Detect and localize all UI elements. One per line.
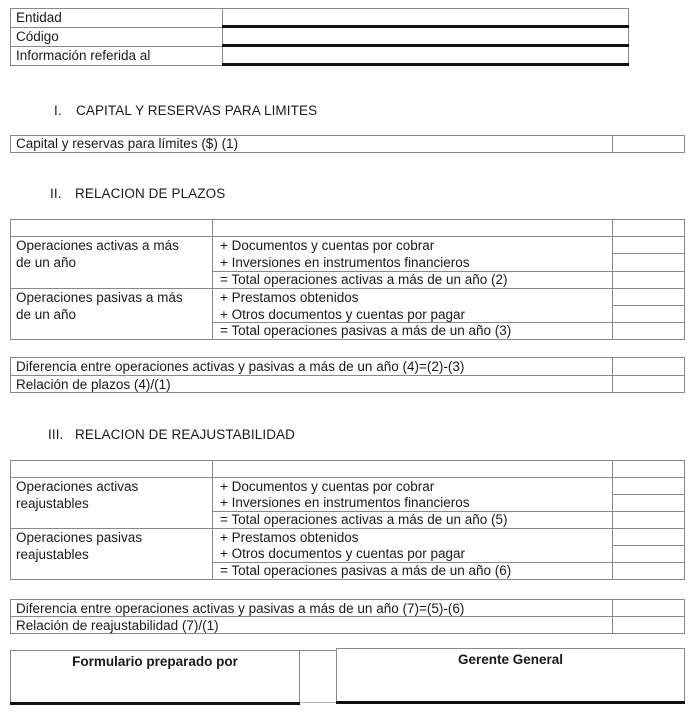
activas-plazo-total-value[interactable]: [614, 272, 683, 287]
pasivas-plazo-otros-value[interactable]: [614, 306, 683, 321]
activas-reaj-total-value[interactable]: [614, 512, 683, 527]
informacion-referida-field[interactable]: [224, 47, 627, 63]
label-line: Operaciones pasivas a más: [16, 290, 183, 305]
activas-reaj-label: [10, 478, 138, 512]
preparado-signature-line: [10, 702, 300, 705]
preparado-por-label: Formulario preparado por: [72, 654, 238, 669]
pasivas-plazo-prestamos-value[interactable]: [614, 289, 683, 304]
entidad-field[interactable]: [224, 9, 627, 25]
activas-reaj-documentos-value[interactable]: [614, 478, 683, 493]
pasivas-plazo-item-otros: + Otros documentos y cuentas por pagar: [220, 307, 466, 322]
capital-reservas-label: Capital y reservas para límites ($) (1): [16, 136, 239, 151]
activas-plazo-item-inversiones: + Inversiones en instrumentos financieros: [220, 255, 470, 270]
pasivas-plazo-item-prestamos: + Prestamos obtenidos: [220, 290, 359, 305]
pasivas-reaj-otros-value[interactable]: [614, 546, 683, 561]
label-line: Operaciones activas a más: [16, 238, 179, 253]
activas-plazo-total: = Total operaciones activas a más de un año (2): [220, 272, 508, 287]
capital-reservas-value[interactable]: [614, 136, 683, 152]
relacion-plazos-value[interactable]: [614, 376, 683, 392]
activas-reaj-inversiones-value[interactable]: [614, 495, 683, 510]
activas-plazo-inversiones-value[interactable]: [614, 254, 683, 270]
gerente-signature-line: [336, 701, 685, 704]
pasivas-reaj-item-otros: + Otros documentos y cuentas por pagar: [220, 546, 466, 561]
section-2-title: RELACION DE PLAZOS: [75, 186, 226, 201]
activas-plazo-label: [10, 237, 179, 271]
pasivas-reaj-total: = Total operaciones pasivas a más de un año (6): [220, 563, 512, 578]
diferencia-reaj-value[interactable]: [614, 600, 683, 615]
signature-box-preparado[interactable]: [10, 650, 300, 703]
activas-reaj-item-inversiones: + Inversiones en instrumentos financieros: [220, 495, 470, 510]
pasivas-reaj-prestamos-value[interactable]: [614, 529, 683, 544]
gerente-general-label: Gerente General: [457, 652, 564, 667]
relacion-plazos-label: Relación de plazos (4)/(1): [16, 377, 171, 392]
diferencia-plazos-label: Diferencia entre operaciones activas y pasivas a más de un año (4)=(2)-(3): [16, 359, 465, 374]
activas-reaj-item-documentos: + Documentos y cuentas por cobrar: [220, 479, 435, 494]
pasivas-reaj-label: [10, 529, 142, 563]
label-line: reajustables: [16, 496, 89, 511]
pasivas-reaj-item-prestamos: + Prestamos obtenidos: [220, 530, 359, 545]
pasivas-plazo-total: = Total operaciones pasivas a más de un año (3): [220, 323, 512, 338]
diferencia-reaj-label: Diferencia entre operaciones activas y pasivas a más de un año (7)=(5)-(6): [16, 601, 465, 616]
label-line: reajustables: [16, 547, 89, 562]
informacion-underline: [222, 63, 629, 66]
signature-box-gerente[interactable]: [336, 648, 685, 702]
section-3-title: RELACION DE REAJUSTABILIDAD: [75, 427, 295, 442]
codigo-field[interactable]: [224, 28, 627, 44]
label-line: Operaciones activas: [16, 479, 139, 494]
relacion-reaj-value[interactable]: [614, 617, 683, 633]
header-divider: [222, 8, 223, 66]
section-1-heading: [54, 103, 317, 118]
activas-plazo-item-documentos: + Documentos y cuentas por cobrar: [220, 238, 435, 253]
label-line: Operaciones pasivas: [16, 530, 143, 545]
section-1-number: I.: [54, 103, 62, 118]
section-3-number: III.: [48, 427, 64, 442]
pasivas-plazo-total-value[interactable]: [614, 323, 683, 339]
pasivas-reaj-total-value[interactable]: [614, 563, 683, 579]
value-column-divider: [612, 135, 613, 153]
section-1-title: CAPITAL Y RESERVAS PARA LIMITES: [76, 103, 318, 118]
activas-reaj-total: = Total operaciones activas a más de un año (5): [220, 512, 508, 527]
entidad-label: Entidad: [16, 10, 62, 25]
label-line: de un año: [16, 307, 77, 322]
pasivas-plazo-label: [10, 289, 183, 323]
informacion-referida-label: Información referida al: [16, 48, 151, 63]
relacion-reaj-label: Relación de reajustabilidad (7)/(1): [16, 618, 219, 633]
codigo-label: Código: [16, 29, 59, 44]
label-line: de un año: [16, 255, 77, 270]
section-2-heading: [50, 186, 225, 201]
signature-gap: [300, 650, 336, 703]
diferencia-plazos-value[interactable]: [614, 358, 683, 374]
section-3-heading: [48, 427, 295, 442]
activas-plazo-documentos-value[interactable]: [614, 237, 683, 253]
section-2-number: II.: [50, 186, 62, 201]
